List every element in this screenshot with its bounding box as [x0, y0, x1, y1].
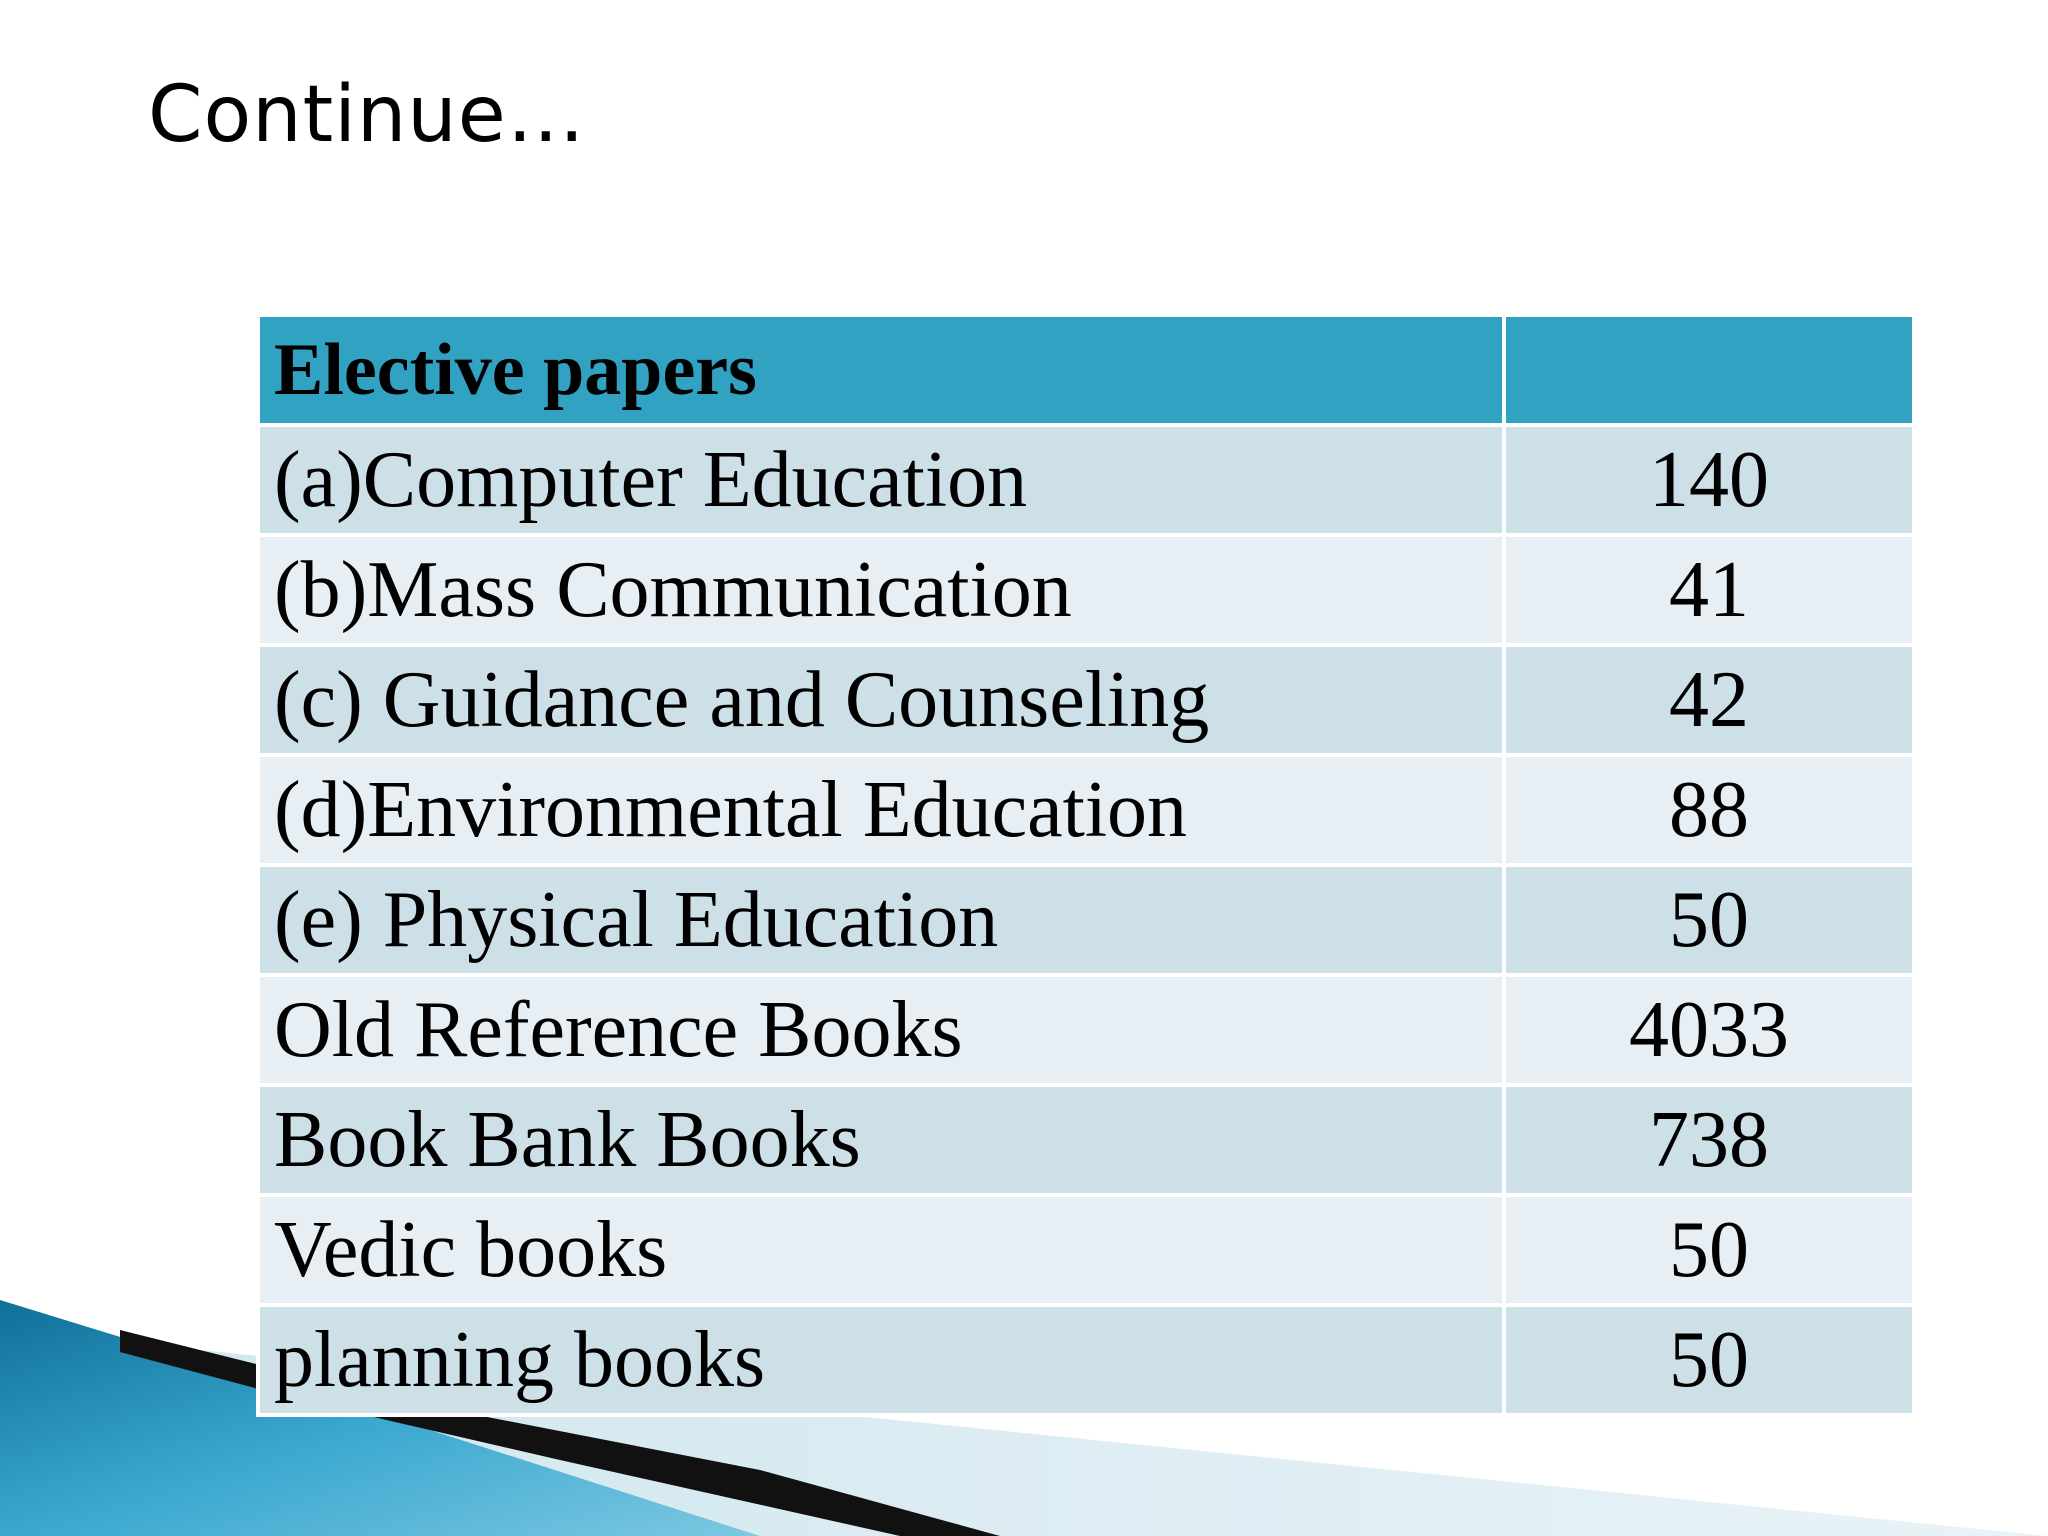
row-value: 50 [1504, 865, 1914, 975]
row-label: (e) Physical Education [258, 865, 1504, 975]
row-label: (b)Mass Communication [258, 535, 1504, 645]
row-label: Book Bank Books [258, 1085, 1504, 1195]
table-row [258, 1085, 1914, 1195]
row-label: Old Reference Books [258, 975, 1504, 1085]
row-label: (d)Environmental Education [258, 755, 1504, 865]
table-row [258, 1305, 1914, 1415]
row-label: (c) Guidance and Counseling [258, 645, 1504, 755]
table-header-label: Elective papers [258, 315, 1504, 425]
row-label: (a)Computer Education [258, 425, 1504, 535]
data-table-container [256, 313, 1912, 1417]
table-row [258, 645, 1914, 755]
row-value: 140 [1504, 425, 1914, 535]
row-value: 50 [1504, 1195, 1914, 1305]
row-value: 42 [1504, 645, 1914, 755]
table-row [258, 865, 1914, 975]
row-value: 738 [1504, 1085, 1914, 1195]
row-label: Vedic books [258, 1195, 1504, 1305]
table-header-row [258, 315, 1914, 425]
row-value: 41 [1504, 535, 1914, 645]
table-row [258, 425, 1914, 535]
row-value: 88 [1504, 755, 1914, 865]
table-row [258, 975, 1914, 1085]
table-row [258, 535, 1914, 645]
table-row [258, 1195, 1914, 1305]
row-value: 4033 [1504, 975, 1914, 1085]
elective-papers-table [256, 313, 1916, 1417]
row-label: planning books [258, 1305, 1504, 1415]
row-value: 50 [1504, 1305, 1914, 1415]
table-header-value [1504, 315, 1914, 425]
slide-title: Continue… [148, 70, 586, 160]
table-row [258, 755, 1914, 865]
